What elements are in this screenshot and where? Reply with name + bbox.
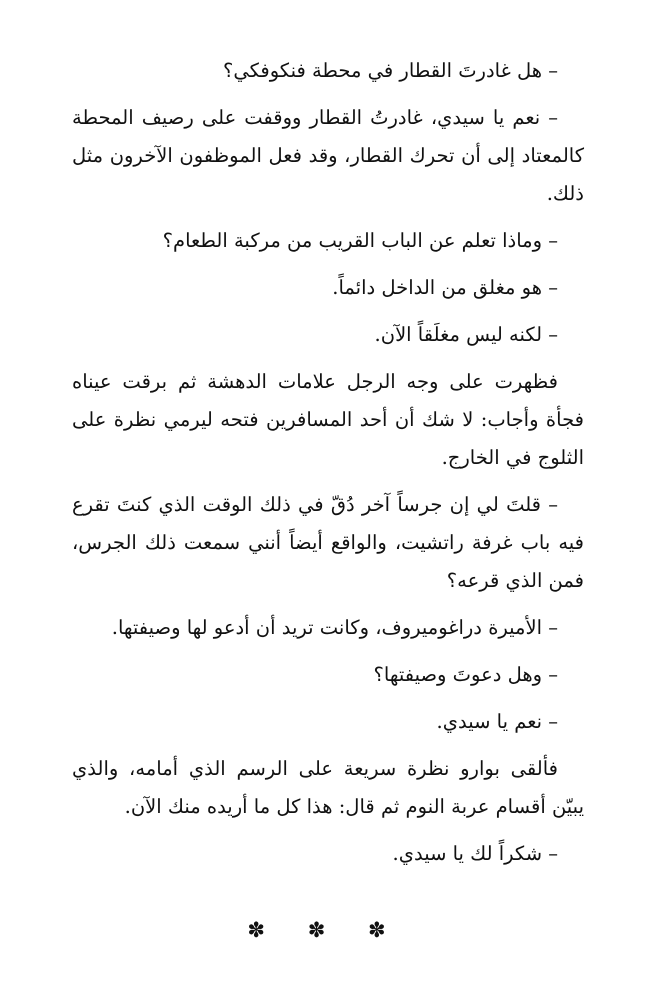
- dialogue-question-door: – وماذا تعلم عن الباب القريب من مركبة الطعام؟: [162, 229, 558, 252]
- dialogue-question-maid: – وهل دعوتَ وصيفتها؟: [373, 663, 558, 686]
- book-page: [72, 52, 584, 882]
- narration-surprise: فظهرت على وجه الرجل علامات الدهشة ثم برقت عيناه فجأة وأجاب: لا شك أن أحد المسافرين فتحه ليرمي نظرة على الثلوج في الخارج.: [72, 370, 584, 469]
- dialogue-answer-door-locked: – هو مغلق من الداخل دائماً.: [332, 276, 558, 299]
- dialogue-question-bell: – قلتَ لي إن جرساً آخر دُقّ في ذلك الوقت الذي كنتَ تقرع فيه باب غرفة راتشيت، والواقع أيضاً أنني سمعت ذلك الجرس، فمن الذي قرعه؟: [72, 493, 584, 592]
- dialogue-answer-yes: – نعم يا سيدي.: [436, 710, 558, 733]
- dialogue-door-not-locked: – لكنه ليس مغلَقاً الآن.: [374, 323, 558, 346]
- dialogue-answer-princess: – الأميرة دراغوميروف، وكانت تريد أن أدعو لها وصيفتها.: [111, 616, 558, 639]
- dialogue-answer-left-train: – نعم يا سيدي، غادرتُ القطار ووقفت على رصيف المحطة كالمعتاد إلى أن تحرك القطار، وقد فعل الموظفون الآخرون مثل ذلك.: [72, 106, 584, 205]
- section-separator: ✽ ✽ ✽: [247, 918, 404, 942]
- dialogue-question-left-train: – هل غادرتَ القطار في محطة فنكوفكي؟: [223, 59, 558, 82]
- narration-poirot-plan: فألقى بوارو نظرة سريعة على الرسم الذي أمامه، والذي يبيّن أقسام عربة النوم ثم قال: هذا كل ما أريده منك الآن.: [72, 757, 584, 818]
- dialogue-thanks: – شكراً لك يا سيدي.: [392, 842, 558, 865]
